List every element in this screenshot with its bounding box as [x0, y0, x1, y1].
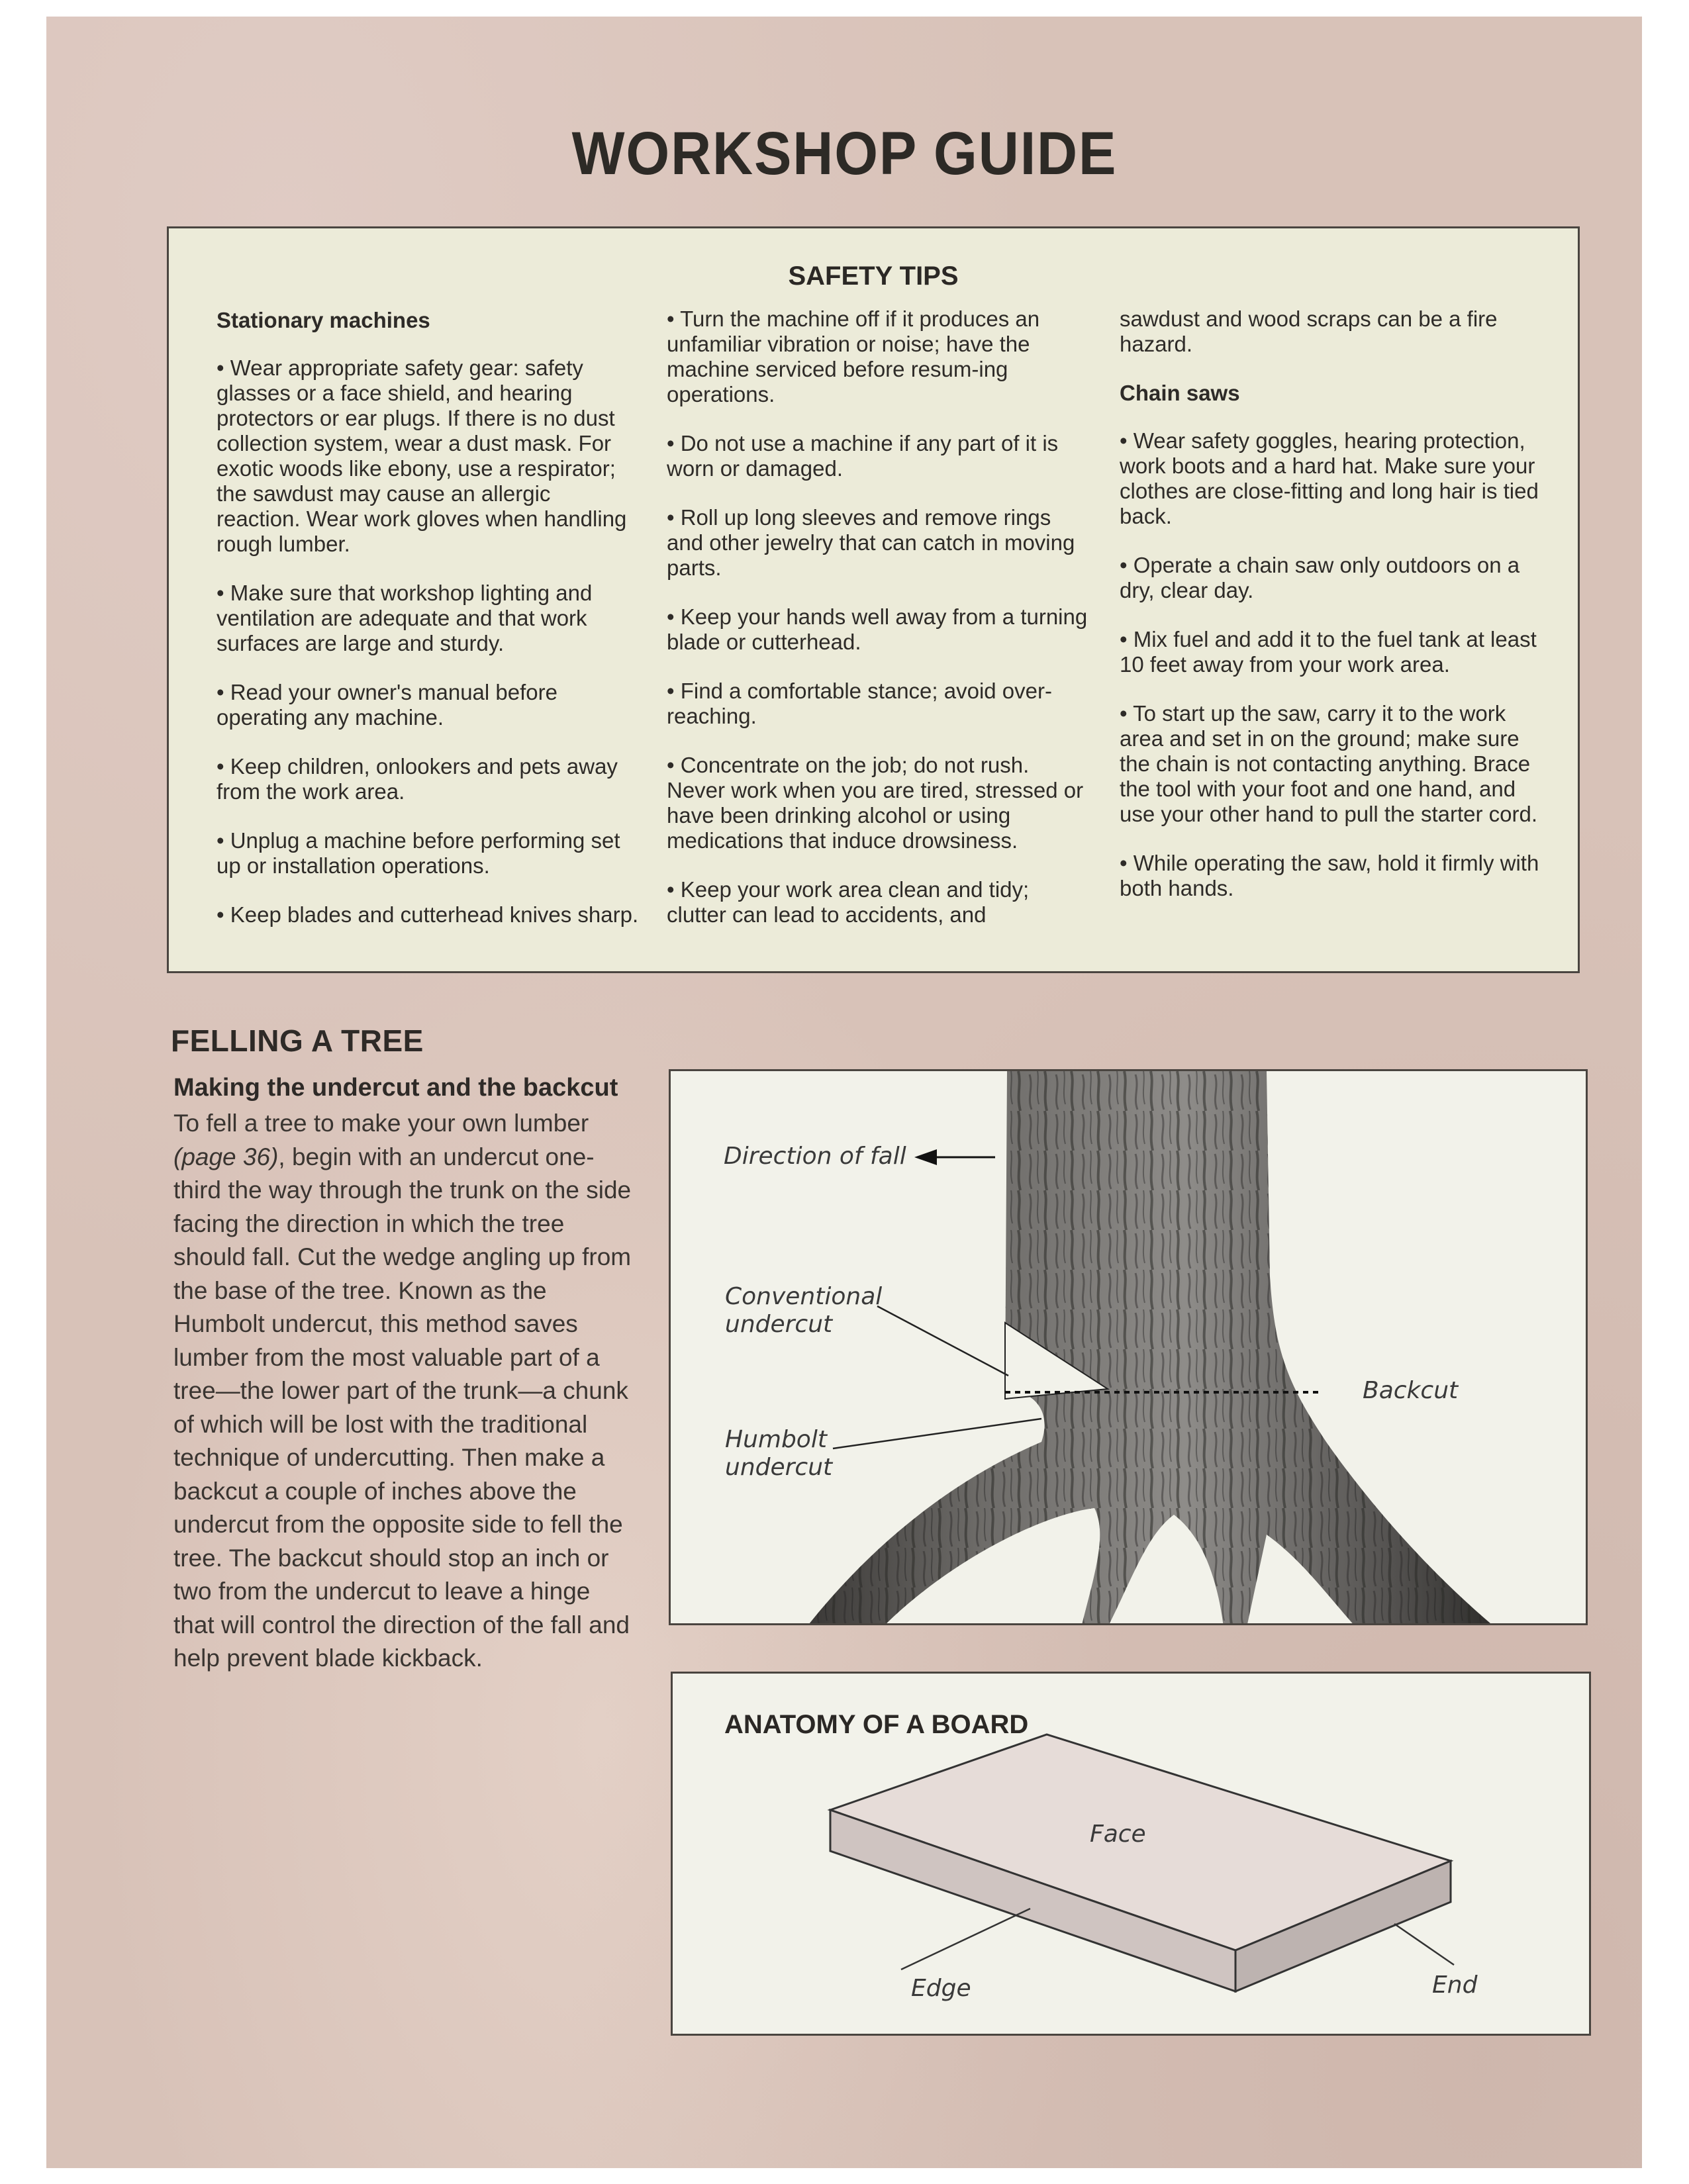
humbolt-undercut-label-1: Humbolt	[725, 1426, 827, 1453]
safety-tip: • Keep children, onlookers and pets away from the work area.	[217, 754, 618, 804]
safety-column-3	[1120, 307, 1543, 925]
conventional-undercut-label-2: undercut	[725, 1311, 833, 1338]
felling-body	[173, 1107, 637, 1676]
edge-leader	[901, 1909, 1030, 1970]
safety-tip: • Unplug a machine before performing set up or installation operations.	[217, 828, 620, 878]
face-label: Face	[1090, 1821, 1146, 1848]
bark-texture	[806, 1071, 1495, 1625]
safety-tip: • To start up the saw, carry it to the work area and set in on the ground; make sure the chain is not contacting anything. Brace the tool with your foot and one hand, and use your other hand to pull the starter cord.	[1120, 701, 1538, 826]
chain-saws-heading: Chain saws	[1120, 381, 1240, 405]
direction-of-fall-label: Direction of fall	[724, 1143, 906, 1170]
safety-tip: • Find a comfortable stance; avoid over-reaching.	[667, 679, 1052, 728]
safety-tip: • While operating the saw, hold it firmly with both hands.	[1120, 851, 1539, 900]
safety-tip: • Do not use a machine if any part of it is worn or damaged.	[667, 431, 1059, 481]
safety-tip: • Read your owner's manual before operating any machine.	[217, 680, 557, 730]
safety-tips-panel	[167, 226, 1580, 973]
safety-tip: • Keep your work area clean and tidy; clutter can lead to accidents, and	[667, 877, 1030, 927]
conventional-leader	[877, 1306, 1008, 1376]
tree-diagram-panel	[669, 1069, 1588, 1625]
backcut-label: Backcut	[1363, 1377, 1459, 1404]
humbolt-undercut-label-2: undercut	[725, 1454, 833, 1481]
end-label: End	[1432, 1971, 1478, 1999]
page-reference: (page 36)	[173, 1143, 279, 1170]
felling-text: To fell a tree to make your own lumber	[173, 1110, 589, 1137]
safety-tip: • Keep blades and cutterhead knives sharp.	[217, 902, 639, 927]
board-diagram-title: ANATOMY OF A BOARD	[724, 1710, 1029, 1739]
conventional-undercut-label-1: Conventional	[725, 1283, 883, 1310]
safety-tip: • Wear safety goggles, hearing protection, work boots and a hard hat. Make sure your clothes are close-fitting and long hair is tied back.	[1120, 428, 1539, 528]
safety-tip: • Operate a chain saw only outdoors on a dry, clear day.	[1120, 553, 1520, 602]
safety-tip-continuation: sawdust and wood scraps can be a fire hazard.	[1120, 307, 1498, 356]
safety-tip: • Mix fuel and add it to the fuel tank at least 10 feet away from your work area.	[1120, 627, 1537, 677]
stationary-machines-heading: Stationary machines	[217, 308, 430, 332]
safety-tip: • Wear appropriate safety gear: safety glasses or a face shield, and hearing protectors or ear plugs. If there is no dust collection system, wear a dust mask. For exotic woods like ebony, use a respirator; the sawdust may cause an allergic reaction. Wear work gloves when handling rough lumber.	[217, 356, 627, 556]
board-diagram-panel	[671, 1672, 1591, 2036]
safety-tip: • Roll up long sleeves and remove rings and other jewelry that can catch in moving parts.	[667, 505, 1075, 580]
felling-text: , begin with an undercut one-third the way through the trunk on the side facing the direction in which the tree should fall. Cut the wedge angling up from the base of the tree. Known as the Humbolt undercut, this method saves lumber from the most valuable part of a tree—the lower part of the trunk—a chunk of which will be lost with the traditional technique of undercutting. Then make a backcut a couple of inches above the undercut from the opposite side to fell the tree. The backcut should stop an inch or two from the undercut to leave a hinge that will control the direction of the fall and help prevent blade kickback.	[173, 1143, 632, 1672]
page-title: WORKSHOP GUIDE	[571, 120, 1118, 187]
end-leader	[1394, 1924, 1454, 1965]
humbolt-leader	[833, 1419, 1041, 1448]
safety-tip: • Concentrate on the job; do not rush. Never work when you are tired, stressed or have been drinking alcohol or using medications that induce drowsiness.	[667, 753, 1084, 853]
safety-column-2	[667, 307, 1090, 951]
safety-column-1	[217, 308, 640, 951]
safety-tips-heading: SAFETY TIPS	[788, 261, 959, 291]
edge-label: Edge	[911, 1975, 971, 2002]
felling-heading: FELLING A TREE	[171, 1023, 424, 1058]
safety-tip: • Turn the machine off if it produces an unfamiliar vibration or noise; have the machine serviced before resum-ing operations.	[667, 307, 1040, 406]
direction-arrowhead	[914, 1149, 937, 1165]
safety-tip: • Keep your hands well away from a turning blade or cutterhead.	[667, 604, 1088, 654]
safety-tip: • Make sure that workshop lighting and ventilation are adequate and that work surfaces are large and sturdy.	[217, 581, 593, 655]
felling-subheading: Making the undercut and the backcut	[173, 1074, 618, 1102]
